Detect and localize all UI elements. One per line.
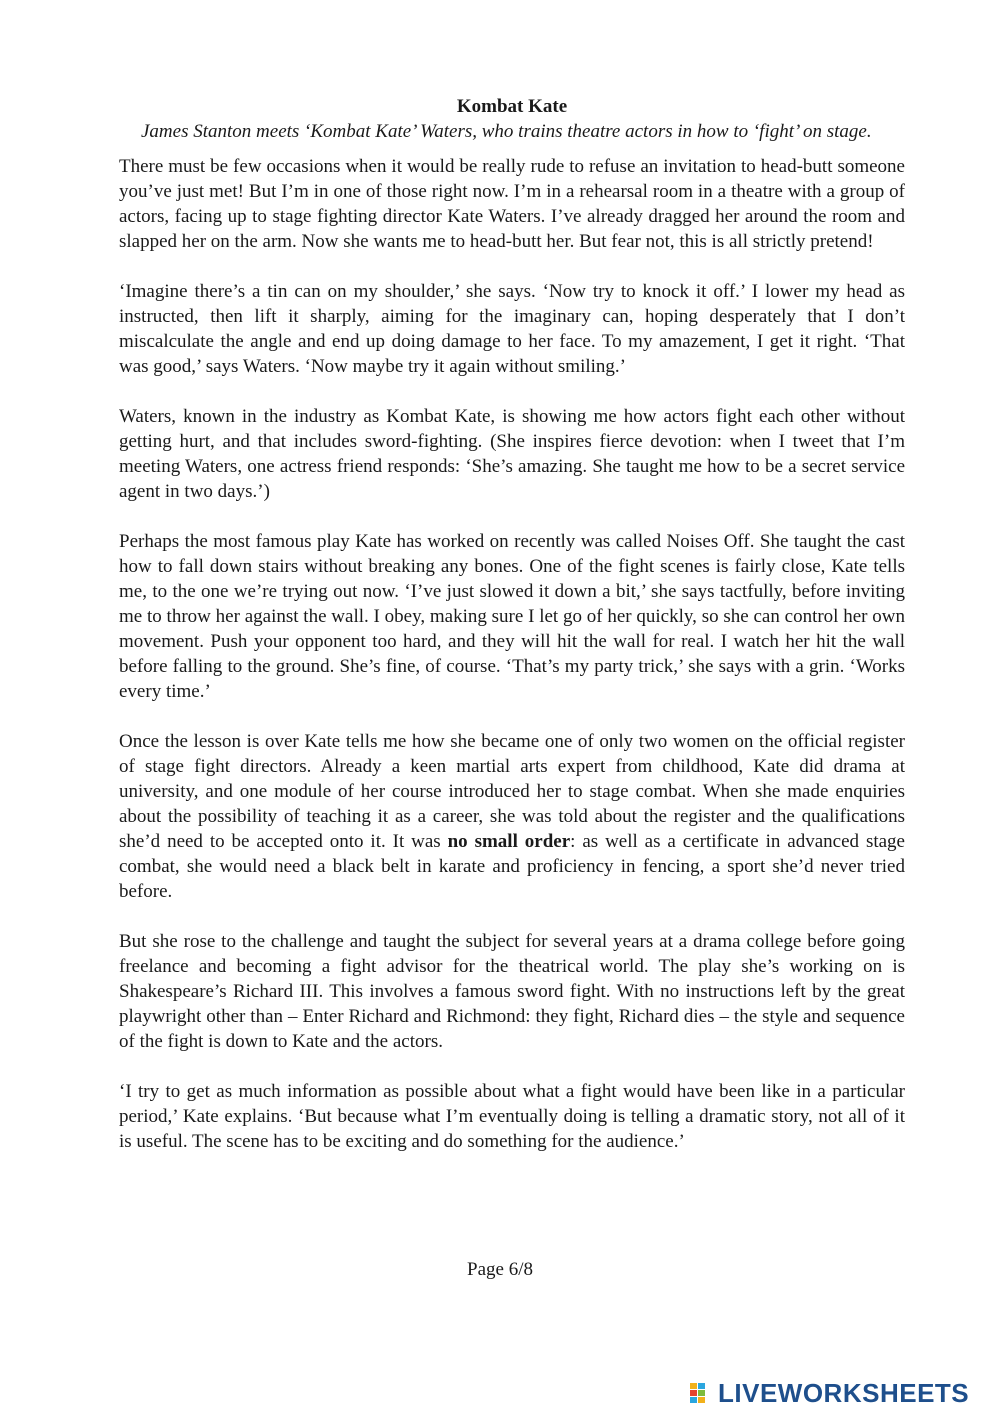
paragraph-5-text-start: Once the lesson is over Kate tells me how she became one of only two women on the official register of stage fight directors. Already a keen martial arts expert from childhood, Kate did drama at university, and one module of her course introduced her to stage combat. When she made enquiries about the possibility of teaching it as a career, she was told about the register and the qualifications she’d need to be accepted onto it. It was bbox=[119, 731, 905, 852]
paragraph-4: Perhaps the most famous play Kate has worked on recently was called Noises Off. She taught the cast how to fall down stairs without breaking any bones. One of the fight scenes is fairly close, Kate tells me, to the one we’re trying out now. ‘I’ve just slowed it down a bit,’ she says tactfully, before inviting me to throw her against the wall. I obey, making sure I let go of her quickly, so she can control her own movement. Push your opponent too hard, and they will hit the wall for real. I watch her hit the wall before falling to the ground. She’s fine, of course. ‘That’s my party trick,’ she says with a grin. ‘Works every time.’ bbox=[119, 531, 905, 702]
highlighted-phrase: no small order bbox=[447, 831, 571, 852]
liveworksheets-wordmark: LIVEWORKSHEETS bbox=[718, 1377, 970, 1408]
paragraph-7: ‘I try to get as much information as possible about what a fight would have been like in a particular period,’ Kate explains. ‘But because what I’m eventually doing is telling a dramatic story, not all of it is useful. The scene has to be exciting and do something for the audience.’ bbox=[119, 1081, 905, 1152]
liveworksheets-brand bbox=[690, 1376, 969, 1410]
article-subtitle: James Stanton meets ‘Kombat Kate’ Waters, who trains theatre actors in how to ‘fight’ on stage. bbox=[141, 121, 872, 142]
paragraph-3: Waters, known in the industry as Kombat Kate, is showing me how actors fight each other without getting hurt, and that includes sword-fighting. (She inspires fierce devotion: when I tweet that I’m meeting Waters, one actress friend responds: ‘She’s amazing. She taught me how to be a secret service agent in two days.’) bbox=[119, 406, 905, 502]
page-number: Page 6/8 bbox=[467, 1259, 533, 1280]
document-page bbox=[119, 94, 905, 1179]
paragraph-6: But she rose to the challenge and taught the subject for several years at a drama college before going freelance and becoming a fight advisor for the theatrical world. The play she’s working on is Shakespeare’s Richard III. This involves a famous sword fight. With no instructions left by the great playwright other than – Enter Richard and Richmond: they fight, Richard dies – the style and sequence of the fight is down to Kate and the actors. bbox=[119, 931, 905, 1052]
article-title: Kombat Kate bbox=[456, 96, 568, 117]
paragraph-5 bbox=[119, 729, 905, 904]
paragraph-5-text-end: : as well as a certificate in advanced stage combat, she would need a black belt in karate and proficiency in fencing, a sport she’d never tried before. bbox=[119, 831, 905, 902]
paragraph-1: There must be few occasions when it would be really rude to refuse an invitation to head-butt someone you’ve just met! But I’m in one of those right now. I’m in a rehearsal room in a theatre with a group of actors, facing up to stage fighting director Kate Waters. I’ve already dragged her around the room and slapped her on the arm. Now she wants me to head-butt her. But fear not, this is all strictly pretend! bbox=[119, 156, 905, 252]
paragraph-2: ‘Imagine there’s a tin can on my shoulder,’ she says. ‘Now try to knock it off.’ I lower my head as instructed, then lift it sharply, aiming for the imaginary can, hoping desperately that I don’t miscalculate the angle and end up doing damage to her face. To my amazement, I get it right. ‘That was good,’ says Waters. ‘Now maybe try it again without smiling.’ bbox=[119, 281, 905, 377]
liveworksheets-logo-icon bbox=[690, 1381, 714, 1405]
